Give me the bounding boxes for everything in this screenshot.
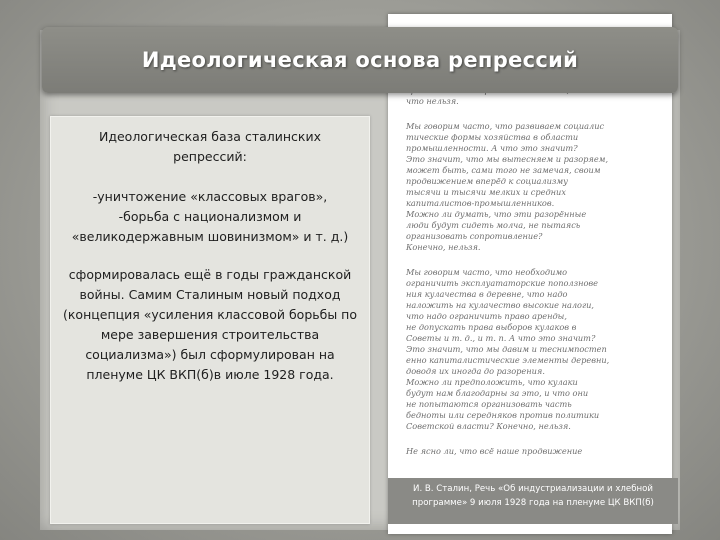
aim-item: «великодержавным шовинизмом» и т. д.): [71, 229, 349, 244]
quote-paragraph: Мы говорим часто, что необходимо ограничить эксплуататорские поползнове ния кулачества в деревне, что надо наложить на кулачество высокие налоги, что надо ограничить право аренды, не допускать права выборов кулаков в Советы и т. д., и т. п. А что это значит? Это значит, что мы давим и теснимпостеп енно капиталистические элементы деревни, доводя их иногда до разорения. Можно ли предположить, что кулаки будут нам благодарны за это, и что они не попытаются организовать часть бедноты или середняков против политики Советской власти? Конечно, нельзя.: [406, 267, 610, 431]
content-heading: Идеологическая база сталинских репрессий:: [98, 129, 321, 164]
content-box: [50, 116, 370, 524]
aim-item: -борьба с национализмом и: [118, 209, 302, 224]
quote-paragraph: Мы говорим часто, что развиваем социалис тические формы хозяйства в области промышленности. А что это значит? Это значит, что мы вытесняем и разоряем, может быть, сами того не замечая, своим продвижением вперёд к социализму тысячи и тысячи мелких и средних капиталистов-промышленников. Можно ли думать, что эти разорённые люди будут сидеть молча, не пытаясь организовать сопротивление? Конечно, нельзя.: [406, 121, 609, 252]
quote-text: [406, 74, 658, 471]
aim-item: -уничтожение «классовых врагов»,: [92, 189, 328, 204]
quote-paragraph: что нельзя.: [406, 96, 459, 106]
title-bar: [42, 27, 678, 93]
quote-paragraph: Не ясно ли, что всё наше продвижение: [406, 446, 583, 456]
content-text: [61, 127, 359, 385]
citation-caption: [388, 478, 678, 524]
content-body: сформировалась ещё в годы гражданской войны. Самим Сталиным новый подход (концепция «усиления классовой борьбы по мере завершения строительства социализма») был сформулирован на пленуме ЦК ВКП(б)в июле 1928 года.: [63, 267, 357, 382]
slide-title: Идеологическая основа репрессий: [141, 48, 579, 72]
citation-text: И. В. Сталин, Речь «Об индустриализации и хлебной программе» 9 июля 1928 года на пленуме ЦК ВКП(б): [412, 484, 654, 508]
